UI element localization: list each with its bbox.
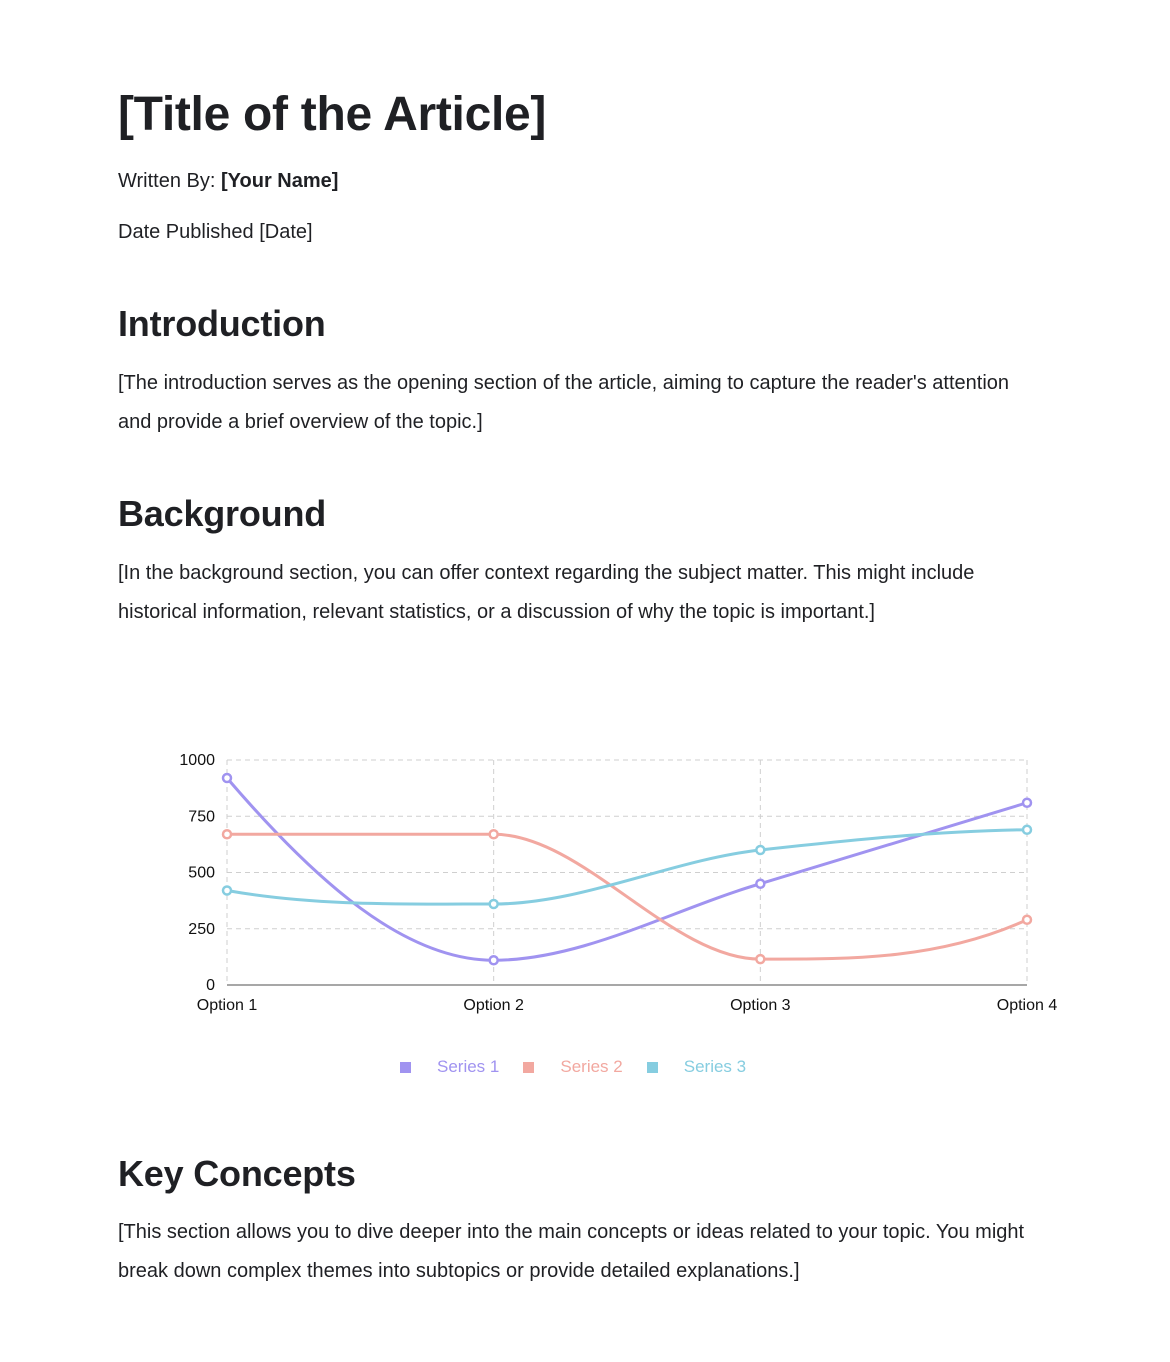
y-tick-label: 750 bbox=[188, 808, 215, 826]
section-heading-introduction: Introduction bbox=[118, 303, 326, 344]
author-line bbox=[118, 167, 338, 195]
x-tick-label: Option 3 bbox=[730, 997, 791, 1014]
legend-label: Series 2 bbox=[560, 1057, 623, 1076]
y-tick-label: 1000 bbox=[179, 752, 215, 769]
data-point[interactable] bbox=[490, 900, 498, 908]
data-point[interactable] bbox=[756, 955, 764, 963]
author-label: Written By: bbox=[118, 170, 221, 192]
legend-swatch-icon bbox=[400, 1062, 411, 1073]
legend-item-series-2[interactable] bbox=[523, 1057, 622, 1077]
data-point[interactable] bbox=[223, 774, 231, 782]
section-body-introduction: [The introduction serves as the opening section of the article, aiming to capture the reader's attention and provide a brief overview of the topic.] bbox=[118, 372, 1010, 433]
legend-item-series-1[interactable] bbox=[400, 1057, 499, 1077]
legend-item-series-3[interactable] bbox=[647, 1057, 746, 1077]
y-tick-label: 500 bbox=[188, 864, 215, 882]
legend-swatch-icon bbox=[647, 1062, 658, 1073]
series-line-1 bbox=[227, 778, 1027, 960]
data-point[interactable] bbox=[1023, 799, 1031, 807]
legend-swatch-icon bbox=[523, 1062, 534, 1073]
author-name: [Your Name] bbox=[221, 170, 339, 192]
data-point[interactable] bbox=[756, 880, 764, 888]
y-tick-label: 0 bbox=[206, 977, 215, 994]
data-point[interactable] bbox=[1023, 826, 1031, 834]
section-heading-key-concepts: Key Concepts bbox=[118, 1153, 356, 1194]
section-heading-background: Background bbox=[118, 493, 327, 534]
legend-label: Series 3 bbox=[683, 1057, 747, 1076]
legend-label: Series 1 bbox=[437, 1057, 500, 1076]
series-line-3 bbox=[227, 830, 1027, 904]
y-tick-label: 250 bbox=[188, 920, 215, 938]
date-published: Date Published [Date] bbox=[118, 221, 313, 243]
data-point[interactable] bbox=[756, 846, 764, 854]
section-body-background: [In the background section, you can offer context regarding the subject matter. This might include historical information, relevant statistics, or a discussion of why the topic is important.] bbox=[118, 562, 975, 623]
data-point[interactable] bbox=[490, 830, 498, 838]
section-body-key-concepts: [This section allows you to dive deeper into the main concepts or ideas related to your topic. You might break down complex themes into subtopics or provide detailed explanations.] bbox=[118, 1221, 1025, 1282]
article-title: [Title of the Article] bbox=[118, 88, 547, 141]
x-tick-label: Option 4 bbox=[996, 997, 1058, 1014]
data-point[interactable] bbox=[223, 887, 231, 895]
x-tick-label: Option 2 bbox=[463, 997, 524, 1014]
x-tick-label: Option 1 bbox=[196, 997, 258, 1014]
chart-legend bbox=[400, 1056, 770, 1078]
data-point[interactable] bbox=[490, 956, 498, 964]
data-point[interactable] bbox=[1023, 916, 1031, 924]
data-point[interactable] bbox=[223, 830, 231, 838]
